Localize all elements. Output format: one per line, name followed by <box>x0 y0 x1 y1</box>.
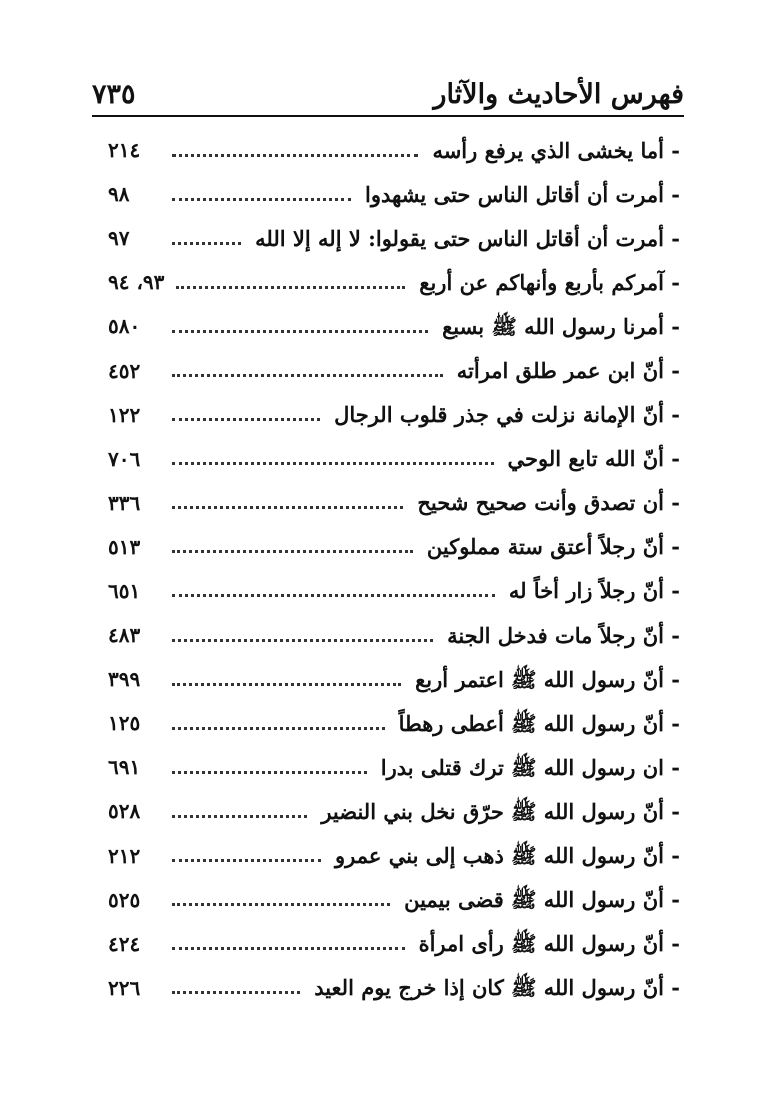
dot-leader <box>176 286 405 289</box>
dot-leader <box>172 594 495 597</box>
entry-text: - أنّ رسول الله ﷺ كان إذا خرج يوم العيد <box>314 975 680 1001</box>
dot-leader <box>172 727 385 730</box>
entry-page-number: ٥٢٥ <box>108 887 141 912</box>
entry-page-number: ٢١٤ <box>108 138 141 163</box>
index-entry <box>108 922 680 966</box>
entry-text: - أنّ ابن عمر طلق امرأته <box>456 358 680 384</box>
dot-leader <box>172 815 307 818</box>
index-entry <box>108 569 680 613</box>
entry-page-number: ١٢٥ <box>108 711 141 736</box>
entry-page-number: ٧٠٦ <box>108 446 141 471</box>
dot-leader <box>172 771 367 774</box>
entry-text: - أن تصدق وأنت صحيح شحيح <box>417 490 680 516</box>
entry-text: - أمرنا رسول الله ﷺ بسبع <box>442 313 680 339</box>
index-entry <box>108 657 680 701</box>
entry-page-number: ٦٩١ <box>108 755 141 780</box>
index-entry <box>108 216 680 260</box>
entry-page-number: ١٢٢ <box>108 402 141 427</box>
index-entry <box>108 834 680 878</box>
page-header <box>92 64 684 108</box>
dot-leader <box>172 462 494 465</box>
entry-page-number: ٤٢٤ <box>108 931 141 956</box>
entry-page-number: ٣٩٩ <box>108 667 141 692</box>
page-number: ٧٣٥ <box>92 79 136 110</box>
dot-leader <box>172 859 321 862</box>
dot-leader <box>172 154 418 157</box>
index-entry <box>108 128 680 172</box>
entry-text: - أنّ رجلاً مات فدخل الجنة <box>447 622 680 648</box>
entry-page-number: ٢٢٦ <box>108 975 141 1000</box>
hadith-index-list <box>108 128 680 1010</box>
dot-leader <box>172 550 413 553</box>
index-entry <box>108 525 680 569</box>
header-rule <box>92 115 684 117</box>
entry-text: - أنّ رسول الله ﷺ أعطى رهطاً <box>398 710 680 736</box>
index-entry <box>108 260 680 304</box>
entry-page-number: ٢١٢ <box>108 843 141 868</box>
dot-leader <box>172 903 390 906</box>
dot-leader <box>172 639 433 642</box>
page-title: فهرس الأحاديث والآثار <box>433 79 684 110</box>
entry-page-number: ٩٨ <box>108 182 130 207</box>
dot-leader <box>172 418 320 421</box>
index-entry <box>108 701 680 745</box>
entry-text: - أنّ رسول الله ﷺ اعتمر أربع <box>415 666 680 692</box>
entry-text: - أنّ رجلاً أعتق ستة مملوكين <box>426 534 680 560</box>
dot-leader <box>172 506 403 509</box>
index-entry <box>108 613 680 657</box>
dot-leader <box>172 198 351 201</box>
index-entry <box>108 304 680 348</box>
entry-page-number: ٤٨٣ <box>108 623 141 648</box>
entry-page-number: ٤٥٢ <box>108 358 141 383</box>
dot-leader <box>172 991 300 994</box>
entry-text: - أنّ رسول الله ﷺ حرّق نخل بني النضير <box>321 798 680 824</box>
dot-leader <box>172 330 428 333</box>
entry-text: - أنّ رجلاً زار أخاً له <box>508 578 680 604</box>
entry-text: - أما يخشى الذي يرفع رأسه <box>432 137 680 163</box>
dot-leader <box>172 242 241 245</box>
index-entry <box>108 878 680 922</box>
entry-text: - أنّ الله تابع الوحي <box>507 446 680 472</box>
entry-text: - آمركم بأربع وأنهاكم عن أربع <box>419 269 680 295</box>
entry-page-number: ٩٧ <box>108 226 130 251</box>
index-entry <box>108 745 680 789</box>
entry-page-number: ٥٢٨ <box>108 799 141 824</box>
entry-text: - أنّ رسول الله ﷺ رأى امرأة <box>418 931 680 957</box>
entry-text: - أمرت أن أقاتل الناس حتى يقولوا: لا إله إلا الله <box>255 225 680 251</box>
entry-text: - أنّ رسول الله ﷺ ذهب إلى بني عمرو <box>335 843 680 869</box>
entry-text: - أمرت أن أقاتل الناس حتى يشهدوا <box>365 181 680 207</box>
dot-leader <box>172 374 443 377</box>
index-entry <box>108 348 680 392</box>
index-entry <box>108 437 680 481</box>
index-entry <box>108 393 680 437</box>
entry-text: - أنّ الإمانة نزلت في جذر قلوب الرجال <box>334 402 680 428</box>
entry-page-number: ٦٥١ <box>108 578 141 603</box>
dot-leader <box>172 947 405 950</box>
index-entry <box>108 789 680 833</box>
dot-leader <box>172 683 401 686</box>
index-entry <box>108 172 680 216</box>
entry-page-number: ٥١٣ <box>108 534 141 559</box>
index-entry <box>108 966 680 1010</box>
entry-page-number: ٩٣، ٩٤ <box>108 270 165 295</box>
entry-page-number: ٥٨٠ <box>108 314 141 339</box>
entry-text: - أنّ رسول الله ﷺ قضى بيمين <box>404 887 680 913</box>
entry-text: - ان رسول الله ﷺ ترك قتلى بدرا <box>380 754 680 780</box>
entry-page-number: ٣٣٦ <box>108 490 141 515</box>
index-entry <box>108 481 680 525</box>
